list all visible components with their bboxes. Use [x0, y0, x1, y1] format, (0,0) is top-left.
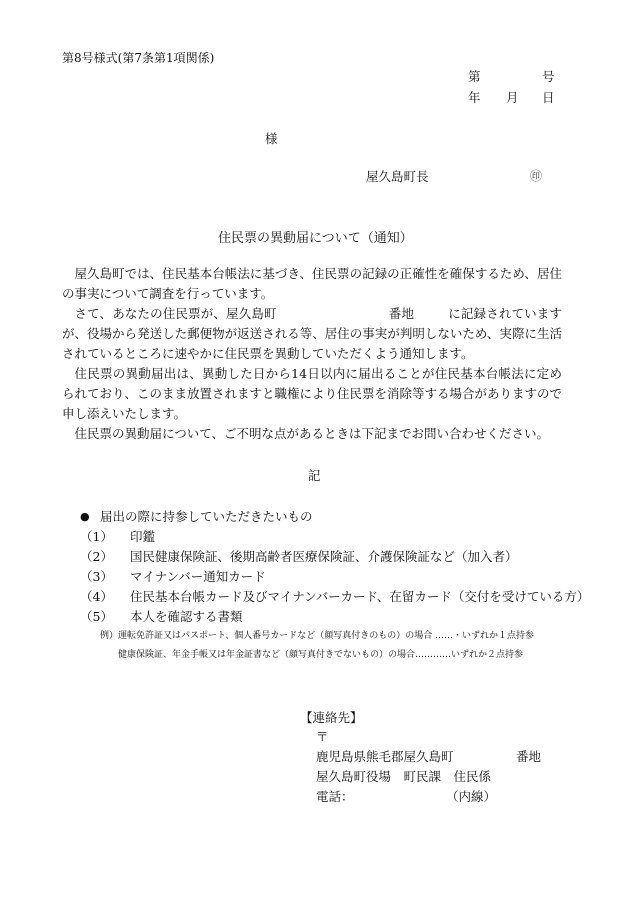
items-heading: 届出の際に持参していただきたいもの: [100, 509, 313, 524]
date-day: 日: [542, 90, 555, 105]
item-text: 国民健康保険証、後期高齢者医療保険証、介護保険証など（加入者）: [130, 549, 518, 564]
date-month: 月: [506, 90, 519, 105]
item-number: （5）: [80, 609, 113, 624]
example-line-1: 例）運転免許証又はパスポート、個人番号カードなど（顔写真付きのもの）の場合 ……・いずれか１点持参: [100, 631, 535, 641]
sender-title: 屋久島町長: [366, 169, 429, 184]
seal-mark: ㊞: [530, 169, 543, 183]
item-text: 住民基本台帳カード及びマイナンバーカード、在留カード（交付を受けている方）: [130, 589, 590, 604]
form-label: 第8号様式(第7条第1項関係): [62, 51, 215, 65]
item-row: [80, 531, 155, 544]
body-paragraph-2: [62, 304, 562, 364]
contact-banchi: 番地: [516, 749, 542, 764]
body-paragraph-2-banchi: 番地: [388, 306, 415, 321]
item-text: 本人を確認する書類: [130, 609, 243, 624]
postal-mark: 〒: [316, 729, 329, 744]
item-number: （4）: [80, 589, 113, 604]
contact-office: 屋久島町役場 町民課 住民係: [316, 769, 492, 784]
contact-tel-label: 電話：: [316, 789, 354, 804]
ki-heading: 記: [308, 468, 321, 483]
doc-number-gou: 号: [542, 69, 555, 84]
body-paragraph-3: [62, 364, 562, 424]
doc-number-dai: 第: [468, 69, 481, 84]
body-paragraph-4-text: 住民票の異動届について、ご不明な点があるときは下記までお問い合わせください。: [74, 426, 550, 441]
item-row: [80, 551, 518, 564]
item-number: （3）: [80, 569, 113, 584]
date-year: 年: [468, 90, 481, 105]
item-text: 印鑑: [130, 529, 156, 544]
item-row: [80, 611, 243, 624]
contact-address: 鹿児島県熊毛郡屋久島町: [316, 749, 454, 764]
contact-extension: （内線）: [446, 789, 497, 804]
body-paragraph-2-text-c: に記録されていますが、役場から発送した郵便物が返送される等、居住の事実が判明しないため、実際に生活されているところに速やかに住民票を異動していただくよう通知します。: [62, 306, 562, 361]
item-text: マイナンバー通知カード: [130, 569, 266, 584]
body-paragraph-3-text: 住民票の異動届出は、異動した日から14日以内に届出ることが住民基本台帳法に定められており、このまま放置されますと職権により住民票を消除等する場合がありますので申し添えいたします。: [62, 366, 563, 421]
addressee-suffix: 様: [265, 131, 278, 146]
example-line-2: 健康保険証、年金手帳又は年金証書など（顔写真付きでないもの）の場合…………いずれか２点持参: [118, 650, 524, 660]
item-number: （1）: [80, 529, 113, 544]
body-paragraph-2-text-a: さて、あなたの住民票が、屋久島町: [74, 306, 277, 321]
item-row: [80, 571, 266, 584]
body-paragraph-1: [62, 264, 562, 304]
item-number: （2）: [80, 549, 113, 564]
body-paragraph-4: [62, 424, 562, 444]
body-paragraph-1-text: 屋久島町では、住民基本台帳法に基づき、住民票の記録の正確性を確保するため、居住の事実について調査を行っています。: [62, 266, 562, 301]
document-title: 住民票の異動届について（通知）: [218, 231, 413, 246]
item-row: [80, 591, 589, 604]
contact-heading: 【連絡先】: [300, 710, 363, 725]
items-bullet: ●: [80, 510, 90, 523]
